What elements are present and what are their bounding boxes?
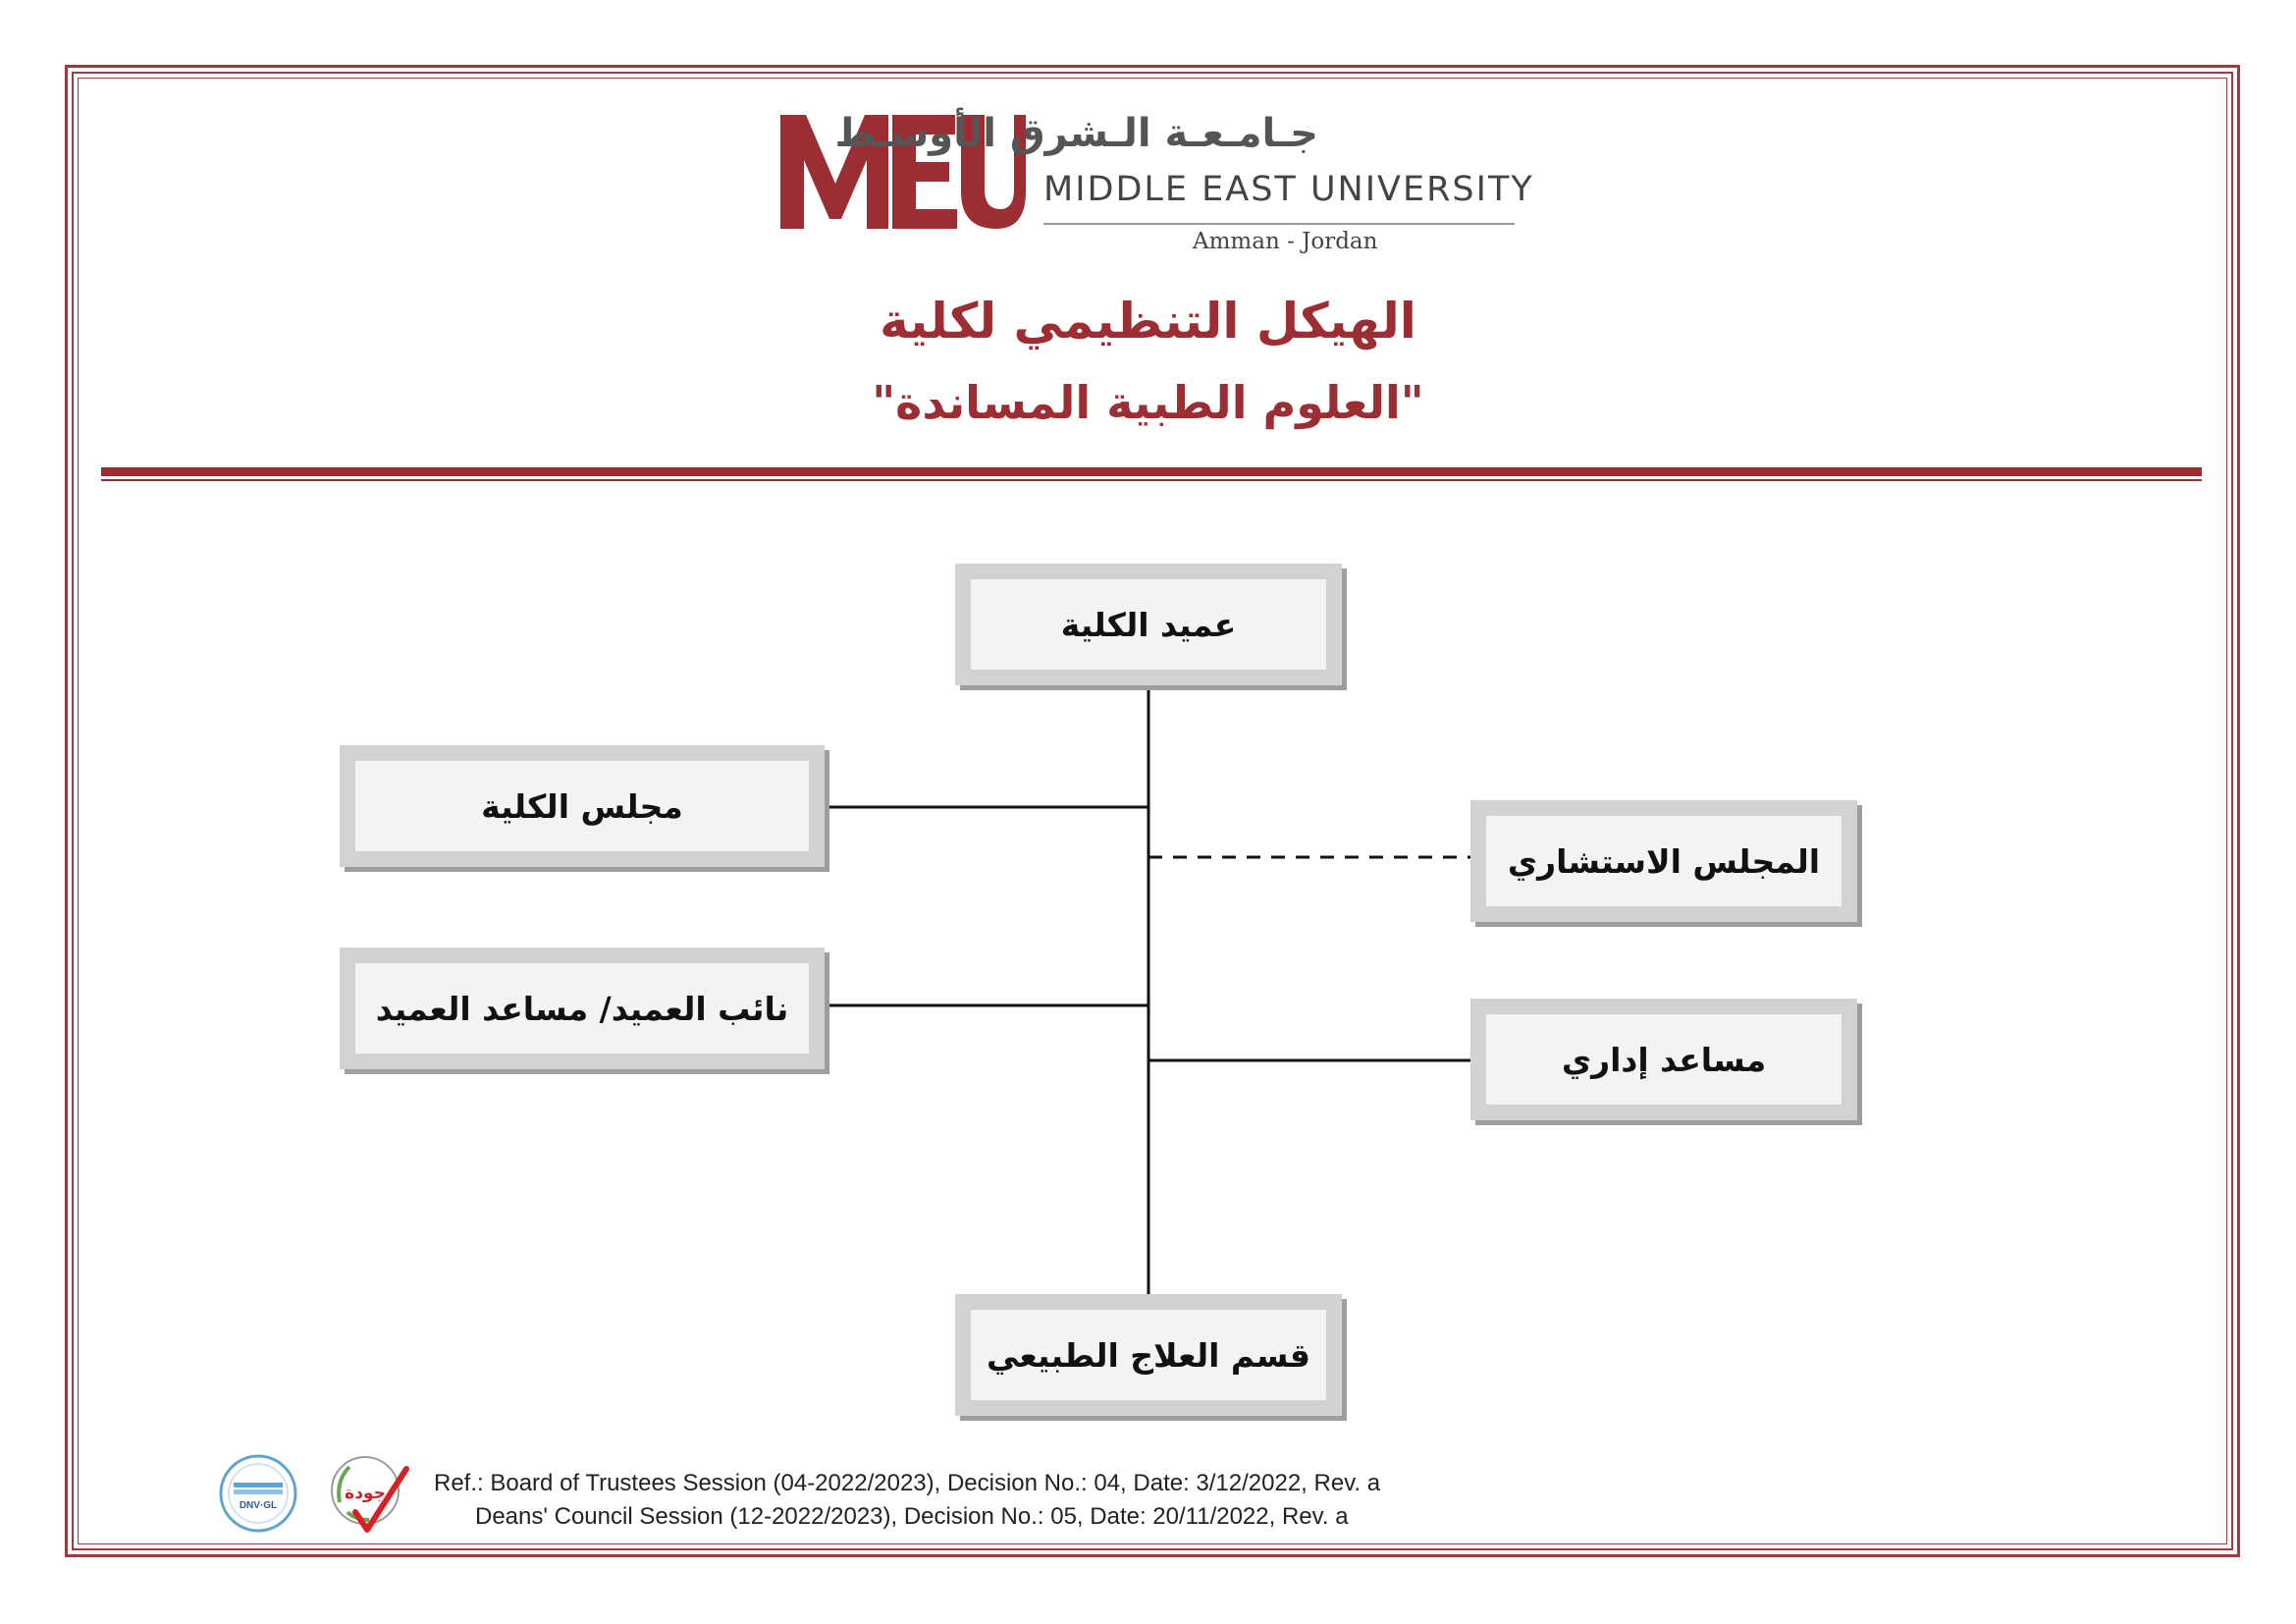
university-location: Amman - Jordan	[1193, 229, 1378, 254]
page-title: الهيكل التنظيمي لكلية	[880, 293, 1416, 350]
org-node-advisory-council	[1470, 800, 1857, 922]
jawda-certification-badge	[326, 1451, 414, 1536]
footer-reference	[434, 1467, 1380, 1534]
jawda-badge-text: جودة	[345, 1484, 386, 1503]
org-node-label: نائب العميد/ مساعد العميد	[375, 989, 789, 1028]
footer-ref-line-1: Ref.: Board of Trustees Session (04-2022/2023), Decision No.: 04, Date: 3/12/2022, Rev. a	[434, 1470, 1381, 1496]
org-node-admin-assistant	[1470, 999, 1857, 1120]
dnv-gl-badge-text: DNV·GL	[239, 1500, 278, 1511]
org-node-physiotherapy-dept	[955, 1294, 1342, 1416]
university-name-arabic: جـامـعـة الـشرق الأوسـط	[834, 111, 1318, 156]
org-node-faculty-council	[340, 745, 825, 867]
org-node-label: قسم العلاج الطبيعي	[986, 1335, 1311, 1375]
org-node-label: عميد الكلية	[1060, 605, 1237, 644]
footer-ref-line-2: Deans' Council Session (12-2022/2023), Decision No.: 05, Date: 20/11/2022, Rev. a	[475, 1503, 1349, 1530]
org-node-label: مجلس الكلية	[481, 786, 683, 826]
university-name-english: MIDDLE EAST UNIVERSITY	[1043, 170, 1534, 209]
org-node-label: مساعد إداري	[1561, 1040, 1767, 1079]
dnv-gl-certification-badge	[218, 1453, 298, 1534]
org-node-vice-dean	[340, 947, 825, 1069]
org-node-dean	[955, 564, 1342, 685]
org-node-label: المجلس الاستشاري	[1507, 841, 1821, 881]
faculty-name: "العلوم الطبية المساندة"	[872, 376, 1424, 429]
